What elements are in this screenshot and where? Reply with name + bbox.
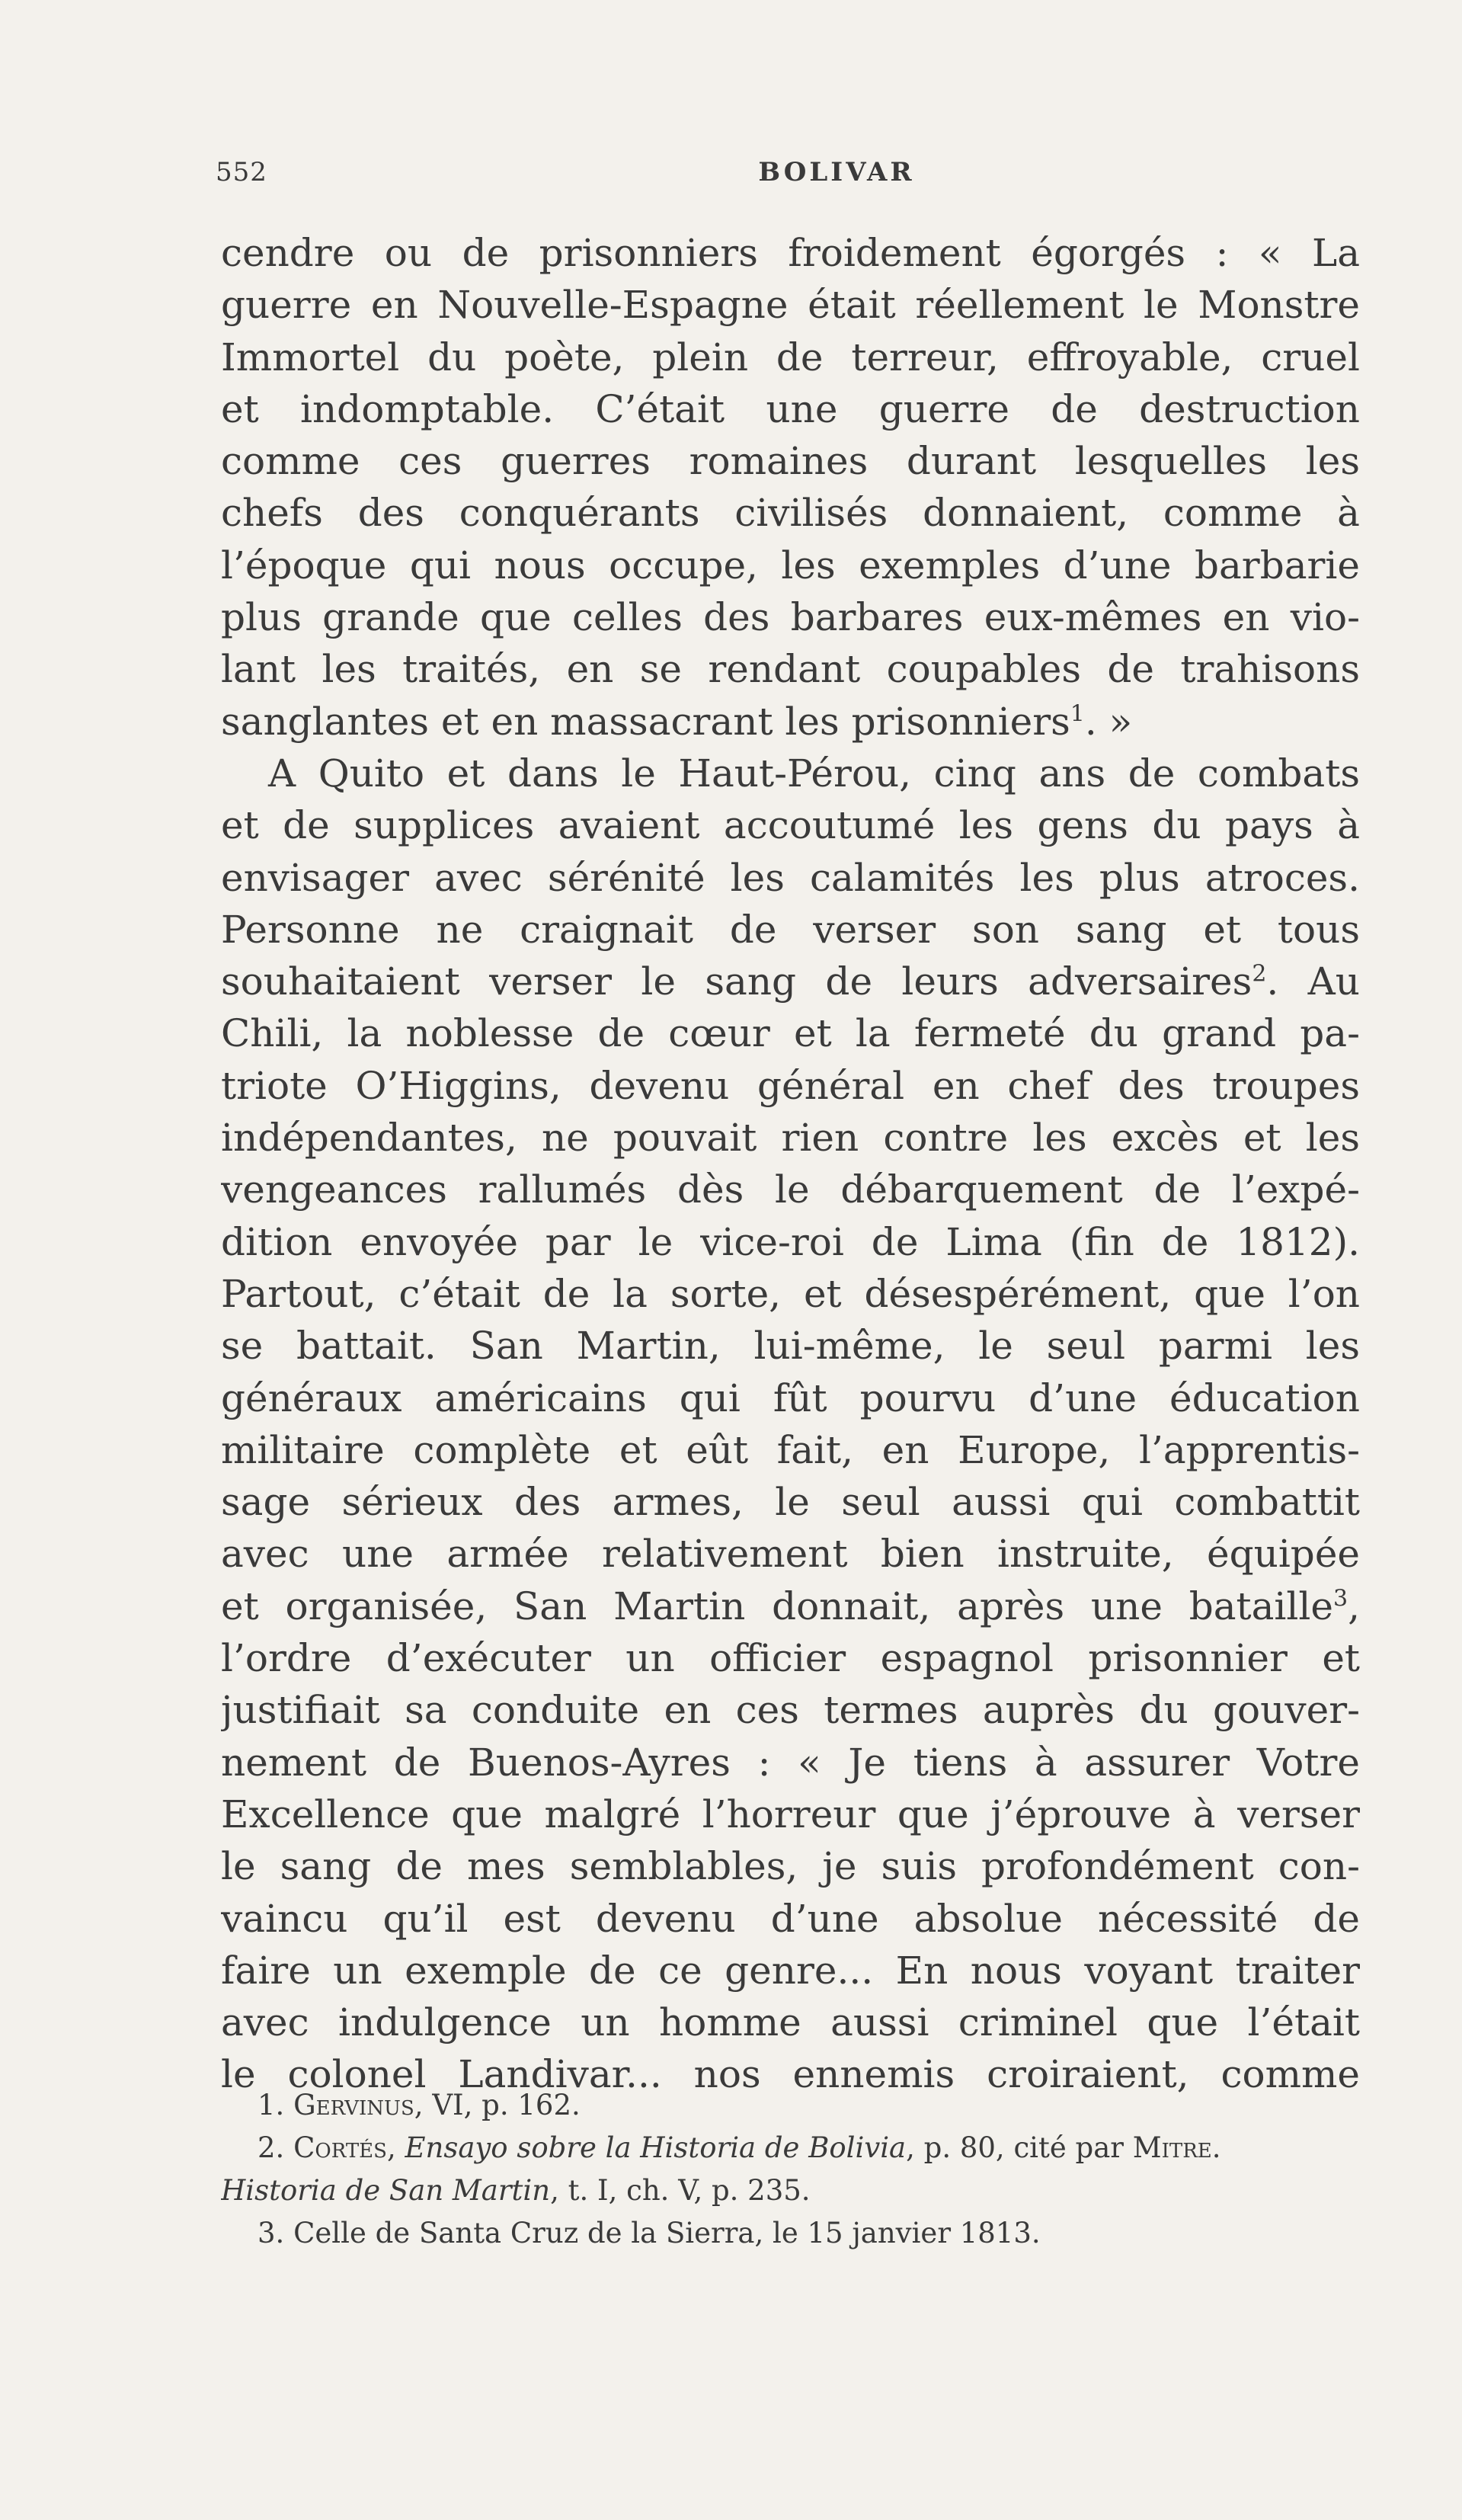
text-line: comme ces guerres romaines durant lesquelles les (221, 439, 1360, 484)
text-line: le colonel Landivar... nos ennemis croiraient, comme (221, 2052, 1360, 2097)
footnote-3 (221, 2212, 1360, 2255)
text-line: indépendantes, ne pouvait rien contre les excès et les (221, 1116, 1360, 1161)
text-segment: sanglantes et en massacrant les prisonniers (221, 699, 1070, 744)
footnote-author: Gervinus (293, 2089, 414, 2121)
text-line: vaincu qu’il est devenu d’une absolue nécessité de (221, 1896, 1360, 1941)
text-line: et indomptable. C’était une guerre de destruction (221, 386, 1360, 431)
text-line: et de supplices avaient accoutumé les gens du pays à (221, 803, 1360, 848)
footnote-2-continued (221, 2169, 1360, 2212)
text-segment: et organisée, San Martin donnait, après une bataille (221, 1583, 1333, 1628)
text-line: A Quito et dans le Haut-Pérou, cinq ans de combats (268, 751, 1360, 796)
text-line: cendre ou de prisonniers froidement égorgés : « La (221, 231, 1360, 275)
footnote-text: . (1211, 2131, 1221, 2164)
footnote-text: , t. I, ch. V, p. 235. (550, 2174, 811, 2207)
running-head (216, 157, 1358, 195)
text-line: vengeances rallumés dès le débarquement de l’expé- (221, 1167, 1360, 1212)
footnote-text: Celle de Santa Cruz de la Sierra, le 15 janvier 1813. (293, 2217, 1041, 2249)
footnote-number: 3. (258, 2217, 285, 2249)
footnote-text: , VI, p. 162. (414, 2089, 581, 2121)
text-line: lant les traités, en se rendant coupables de trahisons (221, 647, 1360, 692)
text-line: généraux américains qui fût pourvu d’une éducation (221, 1375, 1360, 1420)
text-line: Partout, c’était de la sorte, et désespérément, que l’on (221, 1271, 1360, 1316)
text-line: envisager avec sérénité les calamités les plus atroces. (221, 855, 1360, 900)
footnotes (221, 2084, 1360, 2255)
footnote-ref: 2 (1252, 960, 1267, 988)
text-line: Chili, la noblesse de cœur et la fermeté du grand pa- (221, 1011, 1360, 1056)
text-segment: . » (1084, 699, 1133, 744)
text-line: justifiait sa conduite en ces termes auprès du gouver- (221, 1688, 1360, 1733)
footnote-text: , (386, 2131, 405, 2164)
text-line (221, 1580, 1360, 1632)
text-line: l’époque qui nous occupe, les exemples d’une barbarie (221, 543, 1360, 588)
text-line: se battait. San Martin, lui-même, le seul parmi les (221, 1324, 1360, 1369)
text-line: militaire complète et eût fait, en Europe, l’apprentis- (221, 1427, 1360, 1472)
footnote-author: Cortés (293, 2131, 387, 2164)
footnote-work-title: Ensayo sobre la Historia de Bolivia (405, 2131, 907, 2164)
text-segment: souhaitaient verser le sang de leurs adversaires (221, 959, 1252, 1004)
text-line: avec indulgence un homme aussi criminel que l’était (221, 2000, 1360, 2045)
footnote-work-title: Historia de San Martin (221, 2174, 551, 2207)
text-line: nement de Buenos-Ayres : « Je tiens à assurer Votre (221, 1740, 1360, 1785)
footnote-number: 1. (258, 2089, 285, 2121)
text-segment: . Au (1266, 959, 1360, 1004)
text-line (221, 696, 1360, 748)
footnote-ref: 1 (1070, 700, 1085, 728)
text-line: le sang de mes semblables, je suis profondément con- (221, 1844, 1360, 1889)
footnote-ref: 3 (1333, 1585, 1348, 1612)
text-line: plus grande que celles des barbares eux-mêmes en vio- (221, 595, 1360, 640)
text-line: Personne ne craignait de verser son sang et tous (221, 907, 1360, 952)
page-number: 552 (216, 157, 267, 187)
header-title: BOLIVAR (758, 157, 915, 187)
text-line: triote O’Higgins, devenu général en chef des troupes (221, 1063, 1360, 1108)
footnote-text: , p. 80, cité par (906, 2131, 1133, 2164)
text-line (221, 956, 1360, 1007)
text-line: sage sérieux des armes, le seul aussi qui combattit (221, 1480, 1360, 1525)
text-line: avec une armée relativement bien instruite, équipée (221, 1532, 1360, 1577)
text-line: Immortel du poète, plein de terreur, effroyable, cruel (221, 335, 1360, 379)
footnote-cited-author: Mitre (1132, 2131, 1212, 2164)
body-text (221, 227, 1360, 2101)
footnote-2 (221, 2127, 1360, 2169)
text-line: chefs des conquérants civilisés donnaient, comme à (221, 491, 1360, 536)
text-segment: , (1348, 1583, 1360, 1628)
text-line: Excellence que malgré l’horreur que j’éprouve à verser (221, 1792, 1360, 1836)
footnote-number: 2. (258, 2131, 285, 2164)
text-line: guerre en Nouvelle-Espagne était réellement le Monstre (221, 283, 1360, 328)
footnote-1 (221, 2084, 1360, 2127)
text-line: l’ordre d’exécuter un officier espagnol prisonnier et (221, 1636, 1360, 1681)
text-line: dition envoyée par le vice-roi de Lima (fin de 1812). (221, 1219, 1360, 1264)
text-line: faire un exemple de ce genre... En nous voyant traiter (221, 1948, 1360, 1993)
